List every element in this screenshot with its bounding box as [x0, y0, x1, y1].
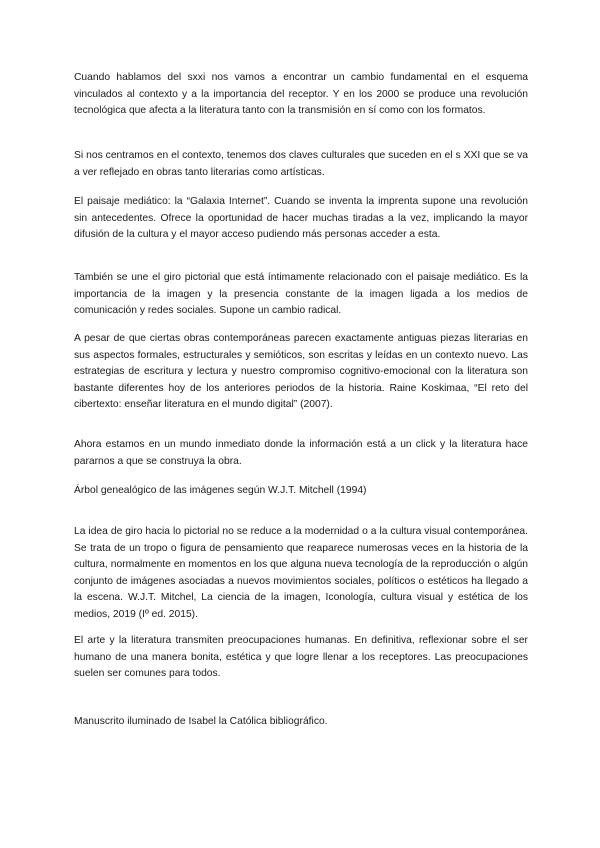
paragraph-context-keys: Si nos centramos en el contexto, tenemos dos claves culturales que suceden en el s XXI que se va a ver reflejado en obras tanto literarias como artísticas. [74, 150, 528, 178]
paragraph-sxxi-change: Cuando hablamos del sxxi nos vamos a encontrar un cambio fundamental en el esquema vinculados al contexto y a la importancia del receptor. Y en los 2000 se produce una revolución tecnológica que afecta a la literatura tanto con la transmisión en sí como con los formatos. [74, 72, 528, 116]
paragraph-arte-literatura: El arte y la literatura transmiten preocupaciones humanas. En definitiva, reflexionar sobre el ser humano de una manera bonita, estética y que logre llenar a los receptores. Las preocupaciones suelen ser comunes para todos. [74, 635, 528, 679]
paragraph-mundo-inmediato: Ahora estamos en un mundo inmediato donde la información está a un click y la literatura hace pararnos a que se construya la obra. [74, 439, 528, 467]
paragraph-galaxia-internet: El paisaje mediático: la “Galaxia Internet”. Cuando se inventa la imprenta supone una revolución sin antecedentes. Ofrece la oportunidad de hacer muchas tiradas a la vez, implicando la mayor difusión de la cultura y el mayor acceso pudiendo más personas acceder a esta. [74, 196, 528, 240]
paragraph-mitchell-quote: La idea de giro hacia lo pictorial no se reduce a la modernidad o a la cultura visual contemporánea. Se trata de un tropo o figura de pensamiento que reaparece numerosas veces en la historia de la cultura, normalmente en momentos en los que alguna nueva tecnología de la reproducción o algún conjunto de imágenes asociadas a nuevos movimientos sociales, políticos o estéticos ha llegado a la escena. W.J.T. Mitchel, La ciencia de la imagen, Iconología, cultura visual y estética de los medios, 2019 (Iº ed. 2015). [74, 526, 528, 620]
caption-manuscrito: Manuscrito iluminado de Isabel la Católica bibliográfico. [74, 716, 328, 727]
paragraph-koskimaa-quote: A pesar de que ciertas obras contemporáneas parecen exactamente antiguas piezas literarias en sus aspectos formales, estructurales y semióticos, son escritas y leídas en un contexto nuevo. Las estrategias de escritura y lectura y nuestro compromiso cognitivo-emocional con la literatura son bastante diferentes hoy de los anteriores periodos de la historia. Raine Koskimaa, “El reto del cibertexto: enseñar literatura en el mundo digital” (2007). [74, 333, 528, 410]
caption-arbol-genealogico: Árbol genealógico de las imágenes según W.J.T. Mitchell (1994) [74, 485, 367, 496]
paragraph-giro-pictorial: También se une el giro pictorial que está íntimamente relacionado con el paisaje mediático. Es la importancia de la imagen y la presencia constante de la imagen ligada a los medios de comunicación y redes sociales. Supone un cambio radical. [74, 272, 528, 316]
